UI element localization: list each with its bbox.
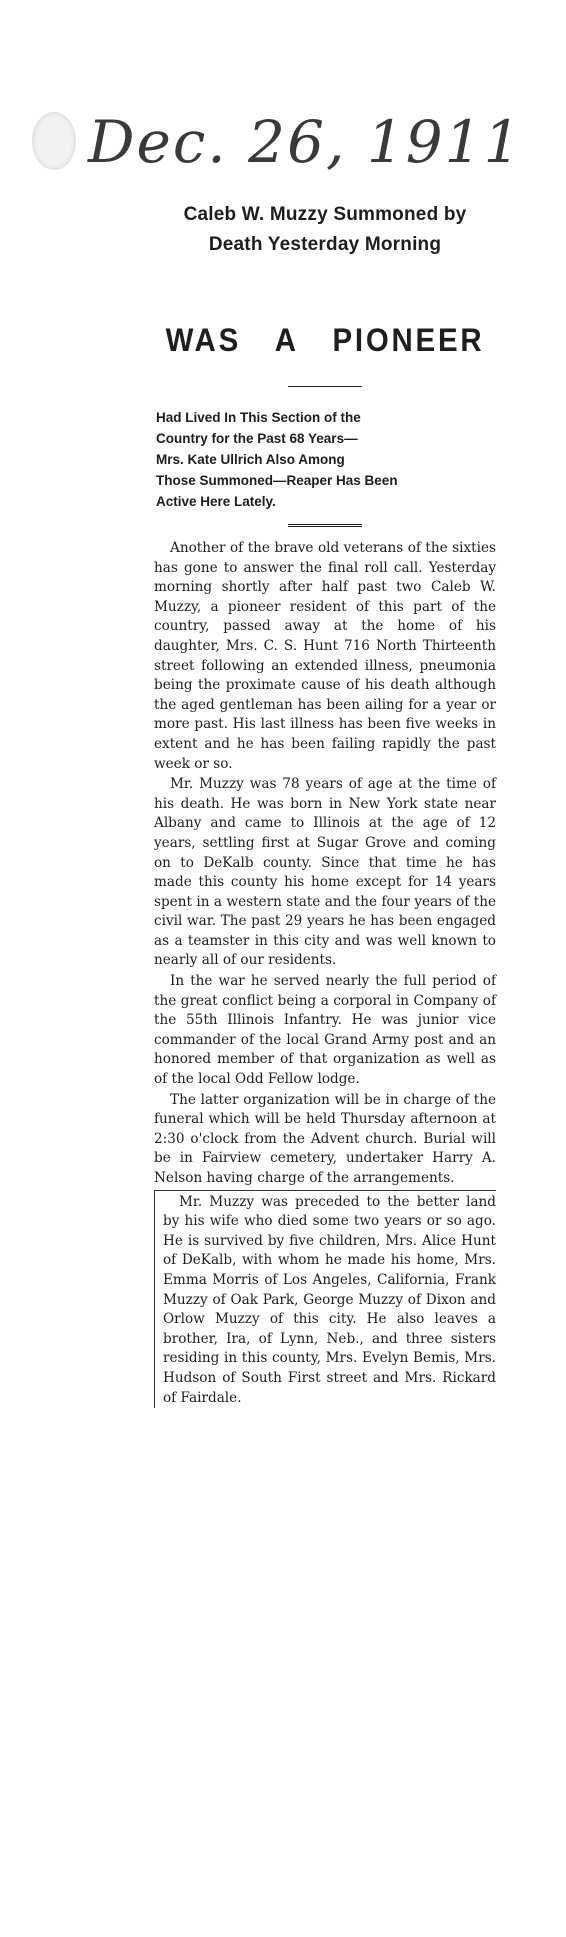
headline-line-1: Caleb W. Muzzy Summoned by <box>183 204 467 225</box>
banner-heading: WAS A PIONEER <box>165 322 485 358</box>
subhead-line: Those Summoned—Reaper Has Been <box>156 473 398 488</box>
handwritten-date-text: Dec. 26, 1911 <box>88 108 523 176</box>
subhead-line: Active Here Lately. <box>156 494 276 509</box>
article-paragraph: In the war he served nearly the full period of the great conflict being a corporal in Company of the 55th Illinois Infantry. He was junior vice commander of the local Grand Army post and an honored member of that organization as well as of the local Odd Fellow lodge. <box>154 973 496 1088</box>
divider-double-rule <box>288 524 362 527</box>
article-paragraph: Mr. Muzzy was preceded to the better land by his wife who died some two years or so ago. He is survived by five children, Mrs. Alice Hunt of DeKalb, with whom he made his home, Mrs. Emma Morris of Los Angeles, California, Frank Muzzy of Oak Park, George Muzzy of Dixon and Orlow Muzzy of this city. He also leaves a brother, Ira, of Lynn, Neb., and three sisters residing in this county, Mrs. Evelyn Bemis, Mrs. Hudson of South First street and Mrs. Rickard of Fairdale. <box>154 1190 496 1409</box>
divider-rule <box>288 386 362 387</box>
subhead-line: Had Lived In This Section of the <box>156 410 361 425</box>
newspaper-clipping <box>150 200 500 1408</box>
article-paragraph: The latter organization will be in charge of the funeral which will be held Thursday afternoon at 2:30 o'clock from the Advent church. Burial will be in Fairview cemetery, undertaker Harry A. Nelson having charge of the arrangements. <box>154 1091 496 1186</box>
subhead-line: Mrs. Kate Ullrich Also Among <box>156 452 345 467</box>
headline <box>150 200 500 260</box>
punch-hole-mark <box>32 112 76 170</box>
article-paragraph: Another of the brave old veterans of the sixties has gone to answer the final roll call. Yesterday morning shortly after half past two Caleb W. Muzzy, a pioneer resident of this part of the country, passed away at the home of his daughter, Mrs. C. S. Hunt 716 North Thirteenth street following an extended illness, pneumonia being the proximate cause of his death although the aged gentleman has been ailing for a year or more past. His last illness has been five weeks in extent and he has been failing rapidly the past week or so. <box>154 540 496 772</box>
subhead-line: Country for the Past 68 Years— <box>156 431 358 446</box>
headline-line-2: Death Yesterday Morning <box>208 234 442 255</box>
handwritten-date <box>84 100 523 180</box>
article-body <box>150 539 500 1408</box>
article-paragraph: Mr. Muzzy was 78 years of age at the time of his death. He was born in New York state near Albany and came to Illinois at the age of 12 years, settling first at Sugar Grove and coming on to DeKalb county. Since that time he has made this county his home except for 14 years spent in a western state and the four years of the civil war. The past 29 years he has been engaged as a teamster in this city and was well known to nearly all of our residents. <box>154 776 496 969</box>
subheadline <box>150 407 500 512</box>
